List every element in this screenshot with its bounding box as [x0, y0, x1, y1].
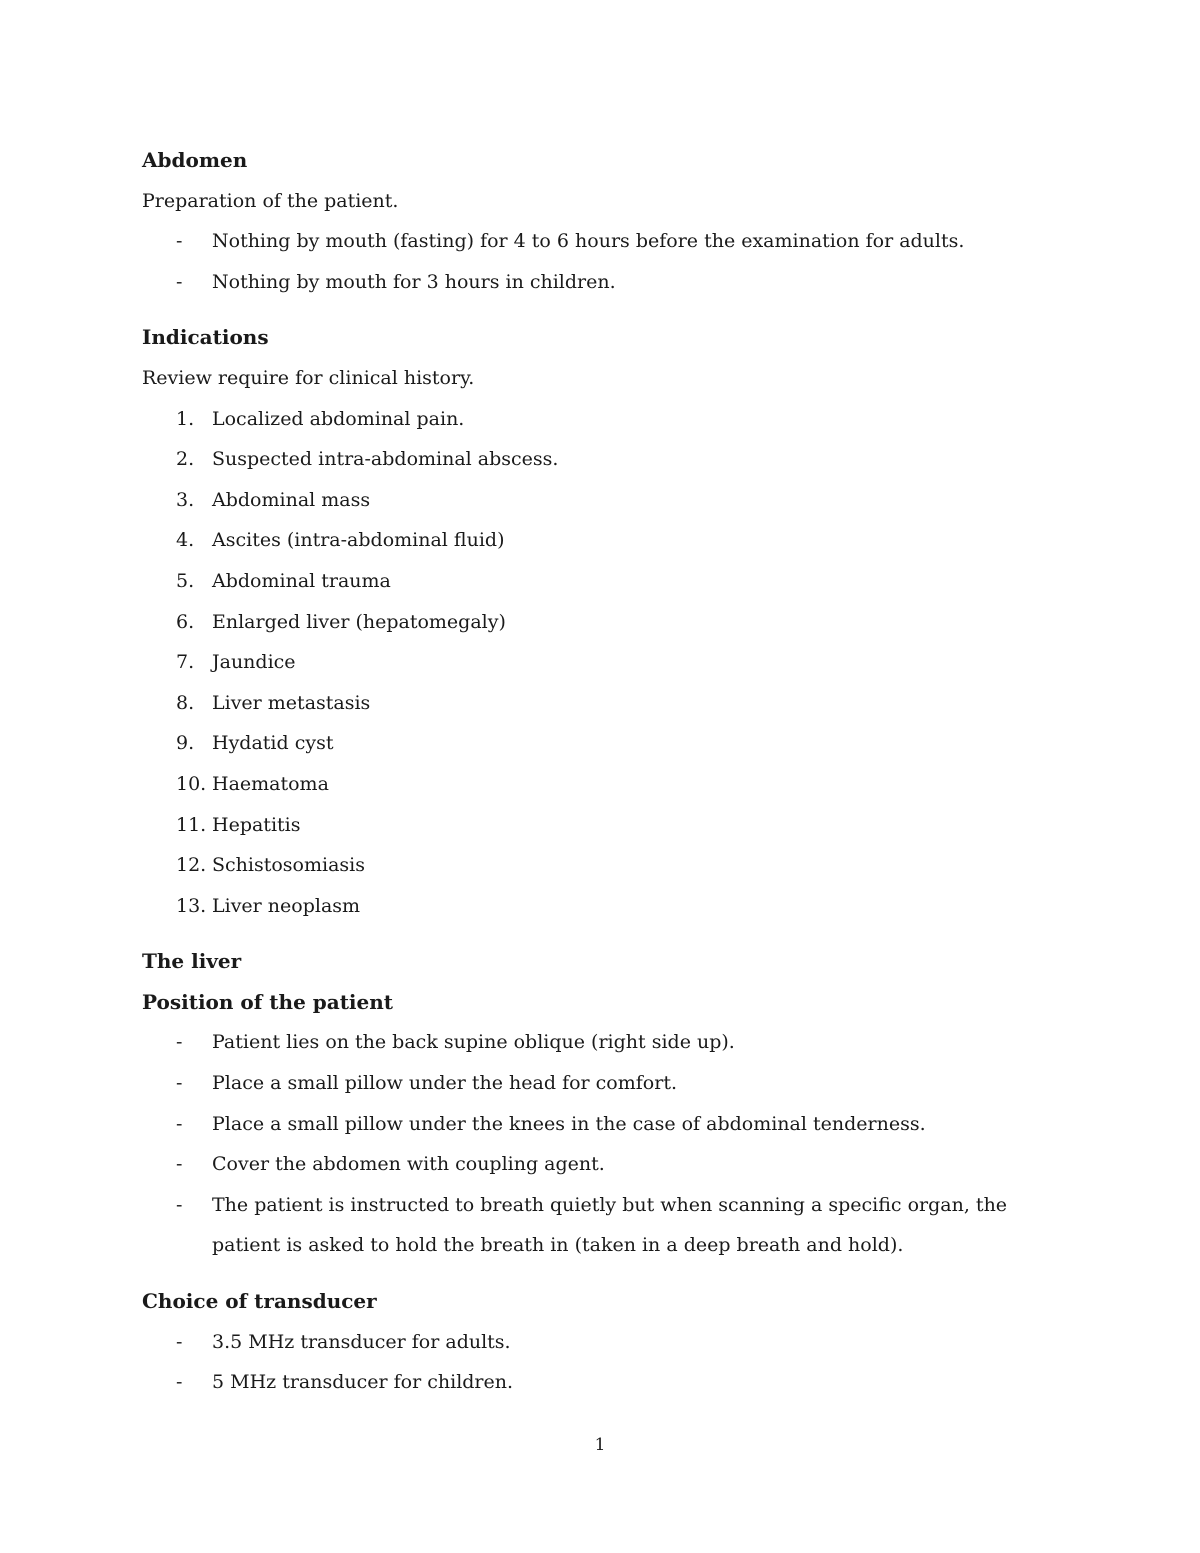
document-page	[142, 140, 1072, 1403]
list-item: - Place a small pillow under the knees in the case of abdominal tenderness.	[142, 1104, 1072, 1145]
dash-marker: -	[176, 1193, 183, 1216]
section-heading-abdomen: Abdomen	[142, 148, 248, 172]
list-item: - Nothing by mouth (fasting) for 4 to 6 hours before the examination for adults.	[142, 221, 1072, 262]
subheading-position-of-patient: Position of the patient	[142, 989, 394, 1014]
dash-marker: -	[176, 1072, 183, 1095]
list-item: - Patient lies on the back supine oblique (right side up).	[142, 1022, 1072, 1063]
dash-marker: -	[176, 230, 183, 253]
abdomen-intro: Preparation of the patient.	[142, 189, 399, 212]
section-heading-liver: The liver	[142, 949, 242, 974]
patient-position-list	[142, 1022, 1072, 1266]
list-item: - Cover the abdomen with coupling agent.	[142, 1144, 1072, 1185]
dash-marker: -	[176, 1371, 183, 1394]
list-item: 11. Hepatitis	[176, 813, 301, 836]
dash-marker: -	[176, 1330, 183, 1353]
section-heading-indications: Indications	[142, 325, 269, 350]
list-item: 4. Ascites (intra-abdominal fluid)	[176, 529, 505, 552]
dash-marker: -	[176, 1031, 183, 1054]
indications-list	[142, 399, 1072, 927]
list-item: - Place a small pillow under the head for comfort.	[142, 1063, 1072, 1104]
list-item: 3. Abdominal mass	[176, 488, 371, 511]
abdomen-preparation-list	[142, 221, 1072, 302]
list-item: 8. Liver metastasis	[176, 691, 371, 714]
dash-marker: -	[176, 270, 183, 293]
list-item: 1. Localized abdominal pain.	[176, 407, 465, 430]
list-item: - 3.5 MHz transducer for adults.	[142, 1322, 1072, 1363]
list-item: 9. Hydatid cyst	[176, 732, 334, 755]
list-item: 5. Abdominal trauma	[176, 569, 391, 592]
dash-marker: -	[176, 1153, 183, 1176]
section-heading-transducer: Choice of transducer	[142, 1289, 377, 1314]
list-item: 2. Suspected intra-abdominal abscess.	[176, 448, 559, 471]
list-item: 12. Schistosomiasis	[176, 854, 365, 877]
indications-intro: Review require for clinical history.	[142, 366, 475, 389]
transducer-list	[142, 1322, 1072, 1403]
page-number: 1	[594, 1435, 606, 1455]
list-item: 7. Jaundice	[176, 651, 296, 674]
dash-marker: -	[176, 1112, 183, 1135]
list-item: - Nothing by mouth for 3 hours in children.	[142, 262, 1072, 303]
list-item: 6. Enlarged liver (hepatomegaly)	[176, 610, 506, 633]
list-item: 13. Liver neoplasm	[176, 894, 361, 917]
list-item: - 5 MHz transducer for children.	[142, 1362, 1072, 1403]
list-item: 10. Haematoma	[176, 772, 329, 795]
list-item: - The patient is instructed to breath quietly but when scanning a specific organ, the patient is asked to hold the breath in (taken in a deep breath and hold).	[142, 1185, 1072, 1266]
